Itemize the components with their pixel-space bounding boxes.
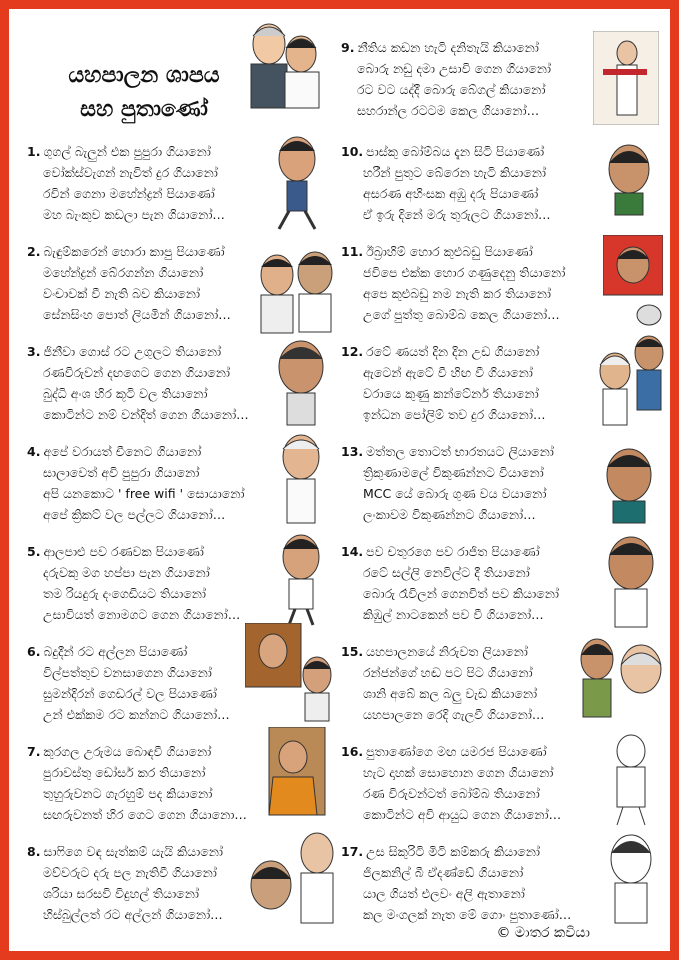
verse-line [341,483,554,504]
verse-number: 10. [341,144,364,159]
poster-panel [9,9,670,951]
caricature-5 [271,529,333,627]
title-line-2: සහ පුතාණෝ [80,97,208,122]
verse-line [27,304,231,325]
verse-line [341,583,559,604]
caricature-7 [259,727,331,817]
verse-line [27,762,247,783]
verse-line [27,441,244,462]
verse-line [27,183,225,204]
verse-line [27,504,244,525]
caricature-13 [595,441,665,525]
verse-line [27,362,249,383]
verse-text: යාල ගියත් එලවං අලි ඇතානෝ [363,886,525,901]
caricature-4 [271,429,331,525]
verse-text: සාලාවෙත් අවි පුපුරා ගියානෝ [43,465,200,480]
caricature-1 [267,131,329,231]
verse-text: රවින් ගෙනා මහේන්ද්‍රන් පියාණෝ [43,186,215,201]
verse-text: අපේ ක්‍රිකට් වල පල්ලට ගියානෝ… [43,507,226,522]
caricature-17 [599,827,665,925]
caricature-3 [267,335,333,427]
verse-line [27,662,230,683]
caricature-9 [593,31,659,125]
verse-line [27,141,225,162]
verse-number: 17. [341,844,364,859]
poster-title [49,59,239,127]
verse-text: අපේ වරායත් චීනෙට ගියානෝ [43,444,202,459]
verse-text: ලංකාවම විකුණන්නට ගියානෝ… [363,507,536,522]
verse-number: 4. [27,444,41,459]
caricature-15 [575,629,669,721]
verse-text: රට වට යද්දී බොරු බේගල් කියානෝ [357,82,546,97]
caricature-16 [597,727,667,827]
verse-number: 6. [27,644,41,659]
verse-line [27,741,247,762]
verse-line [341,79,551,100]
verse-line [27,862,223,883]
verse-7 [27,741,247,825]
verse-line [27,841,223,862]
verse-text: මහේන්ද්‍රන් බේරගන්න ගියානෝ [43,265,204,280]
verse-line [341,283,565,304]
verse-number: 1. [27,144,41,159]
verse-4 [27,441,244,525]
verse-text: පව චතුරගෙ පව රාජිත පියාණෝ [366,544,540,559]
verse-text: හිස්බුල්ලත් රට අල්ලන් ගියානෝ… [43,907,223,922]
verse-text: රටේ ණයත් දින දින උඩ ගියානෝ [366,344,540,359]
verse-line [341,841,571,862]
verse-text: MCC යේ බොරු ගුණ වය වයානෝ [363,486,547,501]
verse-line [341,604,559,625]
verse-text: වරායෙ කුණු කන්ටේනර් තියානෝ [363,386,539,401]
verse-text: බොරු රෑවිලන් ගෙනවිත් පව කියානෝ [363,586,560,601]
verse-13 [341,441,554,525]
verse-line [27,483,244,504]
verse-line [27,462,244,483]
verse-text: බොරු නඩු දමා උසාවි ගෙන ගියානෝ [357,61,551,76]
verse-line [341,383,545,404]
verse-text: කොටින්ට අවි ආයුධ ගෙන ගියානෝ… [363,807,562,822]
verse-line [341,341,545,362]
verse-8 [27,841,223,925]
verse-number: 14. [341,544,364,559]
verse-line [27,583,240,604]
verse-line [341,704,544,725]
verse-line [341,162,551,183]
verse-number: 16. [341,744,364,759]
verse-line [341,304,565,325]
verse-text: ඒ ඉරු දිනේ මරු තුරුලට ගියානෝ… [363,207,551,222]
caricature-2 [249,245,339,335]
verse-text: අපෙ කුළුබඩු නම නැති කර තියානෝ [363,286,552,301]
caricature-10 [599,137,661,217]
verse-number: 13. [341,444,364,459]
verse-text: පුතාණෝගෙ මඟ යමරජ පියාණෝ [366,744,547,759]
verse-16 [341,741,561,825]
verse-number: 2. [27,244,41,259]
verse-line [341,141,551,162]
verse-3 [27,341,249,425]
caricature-two-politicians [237,14,329,110]
copyright-text: © මාතර කවියා [496,925,590,941]
verse-text: උන් එක්කම රට කන්නට ගියානෝ… [43,707,230,722]
verse-line [27,541,240,562]
verse-text: දරුවකු මග හප්පා පැන ගියානෝ [43,565,210,580]
caricature-6 [245,623,335,723]
verse-line [341,404,545,425]
verse-11 [341,241,565,325]
verse-text: ඉන්ධන පෝලිම් තව දුර ගියානෝ… [363,407,546,422]
verse-text: පාස්කු බෝම්බය දැන සිටි පියාණෝ [366,144,545,159]
verse-line [341,362,545,383]
verse-text: උස සිකුරිටි මිටි කම්කරු කියානෝ [366,844,540,859]
verse-text: උගේ පුත්තු බොම්බ කෙල ගියානෝ… [363,307,560,322]
verse-text: සහරාන්ල රටටම කෙල ගියානෝ… [357,103,540,118]
verse-text: කුරගල උරුමය බොඳවී ගියානෝ [43,744,212,759]
verse-line [27,704,230,725]
verse-number: 8. [27,844,41,859]
verse-text: තම රියදුරු දංගෙඩියට තියානෝ [43,586,207,601]
verse-number: 15. [341,644,364,659]
verse-line [27,262,231,283]
verse-line [341,804,561,825]
verse-line [341,683,544,704]
verse-1 [27,141,225,225]
verse-text: හැට දාහක් සොහොන ගෙන ගියානෝ [363,765,554,780]
verse-line [341,741,561,762]
verse-line [341,883,571,904]
verse-line [27,241,231,262]
verse-line [341,541,559,562]
verse-line [27,804,247,825]
verse-text: කිඹුල් නාටකෙන් පව වී ගියානෝ… [363,607,544,622]
verse-text: කොටින්ට නම් වන්දිත් ගෙන ගියානෝ… [43,407,249,422]
caricature-14 [599,533,663,629]
verse-line [341,862,571,883]
verse-line [27,283,231,304]
verse-number: 7. [27,744,41,759]
verse-text: රණවිරුවන් දඟගෙට ගෙන ගියානෝ [43,365,230,380]
verse-text: ජිනීවා ගොස් රට උගුලට තියානෝ [43,344,222,359]
verse-line [27,562,240,583]
verse-text: ජවිපෙ එක්ක හොර ගණුදෙනු තියානෝ [363,265,566,280]
verse-text: ශරියා සරසවි විදුහල් තියානෝ [43,886,199,901]
verse-line [27,162,225,183]
verse-6 [27,641,230,725]
verse-text: යහපාලනයේ නිරුවත ලියානෝ [366,644,528,659]
verse-text: අපි යනකොට ' free wifi ' සොයානෝ [43,486,245,501]
verse-text: බැඳුම්කරෙන් හොරා කාපු පියාණෝ [43,244,225,259]
verse-line [341,241,565,262]
caricature-12 [595,329,667,429]
verse-text: රටේ සල්ලි නෙවිල්ට දී තියානෝ [363,565,530,580]
verse-text: ත්‍රිකුණාමලේ විකුණන්නට වියානෝ [363,465,544,480]
verse-text: ජිලකනිල් බී ඒදණ්ඩේ ගියානෝ [363,865,524,880]
verse-line [27,604,240,625]
verse-line [341,783,561,804]
verse-line [341,100,551,121]
verse-9 [341,37,551,121]
verse-line [341,183,551,204]
verse-12 [341,341,545,425]
verse-line [341,58,551,79]
title-line-1: යහපාලන ශාපය [68,63,220,88]
verse-number: 9. [341,40,355,55]
verse-line [27,204,225,225]
verse-text: පුරාවස්තු ඩෝසර් කර තියානෝ [43,765,206,780]
verse-text: අසරණ අහිංසක අඹු දරු පියාණෝ [363,186,539,201]
verse-line [27,904,223,925]
verse-text: ආලපාළු පව රණවක පියාණෝ [43,544,204,559]
verse-line [341,562,559,583]
verse-2 [27,241,231,325]
verse-text: බුද්ධි අංශ හිර කූටි වල තියානෝ [43,386,208,401]
verse-10 [341,141,551,225]
verse-text: ගුගල් බැලුන් එක පුපුරා ගියානෝ [43,144,211,159]
verse-line [27,404,249,425]
verse-number: 12. [341,344,364,359]
verse-text: කල මංගලක් නැත මේ ගොං පුතාණෝ… [363,907,572,922]
verse-line [341,37,551,58]
verse-line [341,441,554,462]
verse-line [27,883,223,904]
verse-5 [27,541,240,625]
verse-15 [341,641,544,725]
verse-line [27,341,249,362]
verse-text: ඊබ්‍රාහිම් හොර කුළුබඩු පියාණෝ [366,244,533,259]
verse-line [341,462,554,483]
verse-line [27,641,230,662]
verse-text: සේනසිංහ පොත් ලියමින් ගියානෝ… [43,307,231,322]
verse-text: හරීන් පුතුට බේරෙන හැටි කියානෝ [363,165,547,180]
verse-number: 11. [341,244,364,259]
verse-line [27,783,247,804]
verse-line [27,383,249,404]
verse-14 [341,541,559,625]
verse-line [341,641,544,662]
verse-text: තුහුරුවනට ගැරහුම් පද කියානෝ [43,786,213,801]
verse-text: මහ බැංකුව කඩලා පැන ගියානෝ… [43,207,225,222]
verse-text: විල්පත්තුව වනසාගෙන ගියානෝ [43,665,212,680]
verse-line [27,683,230,704]
verse-text: බදුදීන් රට අල්ලන පියාණෝ [43,644,188,659]
verse-line [341,262,565,283]
verse-text: නීතිය කඩන හැටි දනිතැයි කියානෝ [357,40,539,55]
verse-text: උසාවියත් නොමගට ගෙන ගියානෝ… [43,607,241,622]
verse-number: 5. [27,544,41,559]
verse-text: සුමන්දිරන් ගෙඩරල් වල පියාණෝ [43,686,217,701]
verse-text: ශානි අබේ කල බලු වැඩ කියානෝ [363,686,538,701]
verse-line [341,662,544,683]
verse-text: රණ විරුවන්ටත් බෝම්බ තියානෝ [363,786,540,801]
verse-line [341,504,554,525]
verse-text: සඟරුවනත් හිර ගෙට ගෙන ගියානො… [43,807,247,822]
verse-text: සාෆිගෙ වඳ සැත්කම් යැයි කියානෝ [43,844,223,859]
caricature-11 [603,235,663,327]
verse-text: මත්තල තොටත් භාරතයට ලියානෝ [366,444,554,459]
verse-text: යහපාලනෙ රෙදි ගැලවී ගියානෝ… [363,707,545,722]
verse-line [341,904,571,925]
verse-text: රන්ජන්ගේ හඬ පට පිට ගියානෝ [363,665,533,680]
verse-text: මව්වරුට දරු පල නැතිවී ගියානෝ [43,865,217,880]
verse-line [341,762,561,783]
verse-17 [341,841,571,925]
verse-text: වංචාවක් වී නැති බව කියානෝ [43,286,201,301]
caricature-8 [243,823,339,927]
verse-number: 3. [27,344,41,359]
verse-text: වෝක්ස්වැගන් නැවිත් දුර ගියානෝ [43,165,218,180]
verse-text: ඇටෙන් ඇටේ වී හිඟ වී ගියානෝ [363,365,533,380]
verse-line [341,204,551,225]
